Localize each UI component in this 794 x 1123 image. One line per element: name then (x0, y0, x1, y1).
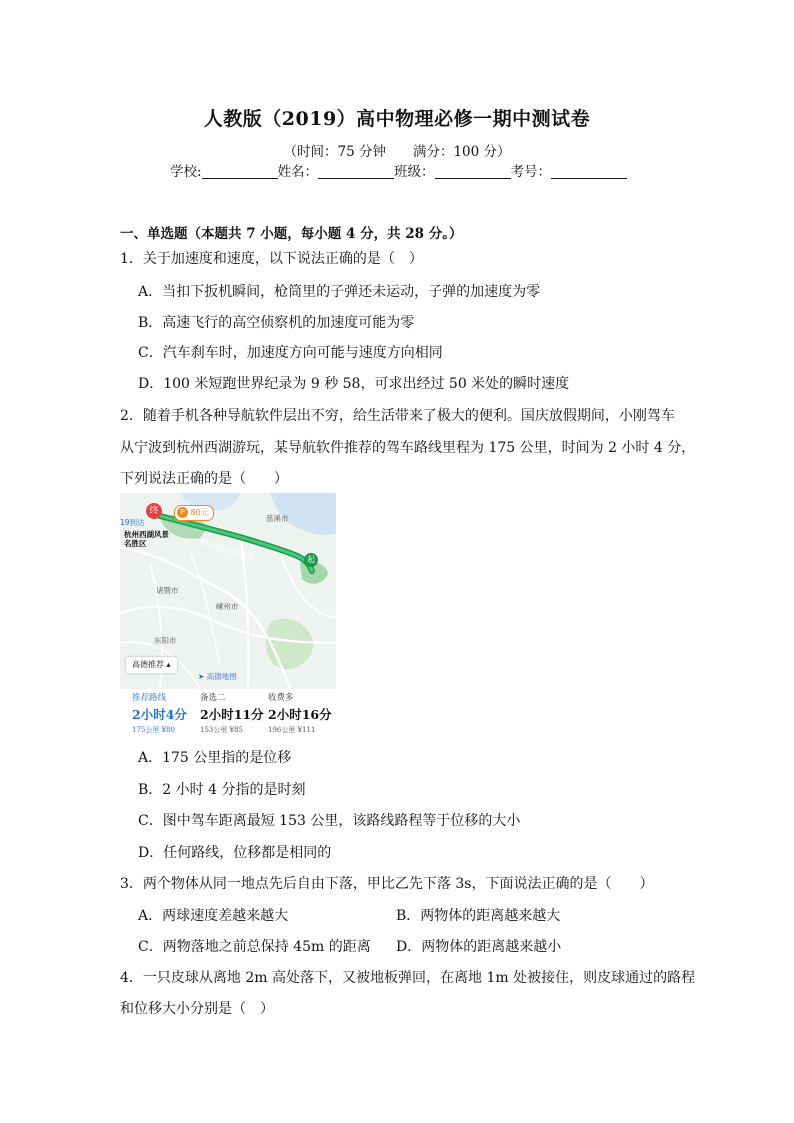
route-option-2-time: 2小时11分 (200, 707, 264, 722)
question-2-stem-line-2: 从宁波到杭州西湖游玩，某导航软件推荐的驾车路线里程为 175 公里，时间为 2 小时 4 分， (120, 440, 696, 456)
question-3-option-a: A．两球速度差越来越大 (138, 908, 289, 924)
class-label: 班级： (394, 164, 435, 180)
arrival-label: 19到达 (120, 518, 145, 527)
question-4-stem-line-1: 4．一只皮球从离地 2m 高处落下，又被地板弹回，在离地 1m 处被接住，则皮球通过的路程 (120, 970, 696, 986)
question-3-option-b: B．两物体的距离越来越大 (396, 908, 561, 924)
route-option-2-name: 备选二 (200, 693, 226, 703)
map-logo-text: 高德地图 (206, 672, 237, 681)
question-2-option-c: C．图中驾车距离最短 153 公里，该路线路程等于位移的大小 (138, 813, 521, 829)
question-2-option-b: B．2 小时 4 分指的是时刻 (138, 782, 306, 798)
navigation-map (120, 493, 336, 689)
route-option-3-name: 收费多 (268, 693, 294, 703)
question-4-stem-line-2: 和位移大小分别是（ ） (120, 1001, 274, 1017)
route-option-1-name: 推荐路线 (132, 693, 167, 703)
route-options-panel (120, 689, 336, 735)
school-blank (202, 164, 278, 179)
number-label: 考号： (510, 164, 552, 180)
question-1-option-a: A．当扣下扳机瞬间，枪筒里的子弹还未运动，子弹的加速度为零 (138, 284, 541, 300)
fee-badge (174, 505, 214, 521)
question-1-option-b: B．高速飞行的高空侦察机的加速度可能为零 (138, 315, 415, 331)
fee-label: 80元 (190, 508, 209, 517)
city-label-cixi: 慈溪市 (266, 514, 289, 523)
question-1-option-c: C．汽车刹车时，加速度方向可能与速度方向相同 (138, 345, 443, 361)
map-logo (198, 671, 237, 682)
city-label-zhuji: 诸暨市 (156, 586, 179, 595)
route-option-3[interactable] (268, 691, 332, 735)
map-logo-icon: ➤ (198, 672, 205, 681)
question-1-stem: 1．关于加速度和速度，以下说法正确的是（ ） (120, 251, 423, 267)
parking-icon: P (177, 507, 188, 518)
recommend-button[interactable]: 高德推荐 ▴ (126, 657, 177, 673)
exam-subtitle: （时间：75 分钟 满分：100 分） (283, 144, 511, 160)
route-option-2-detail: 153公里 ¥85 (200, 726, 243, 734)
question-3-stem: 3．两个物体从同一地点先后自由下落，甲比乙先下落 3s，下面说法正确的是（ ） (120, 876, 654, 892)
question-3-option-c: C．两物落地之前总保持 45m 的距离 (138, 939, 371, 955)
name-label: 姓名： (277, 164, 319, 180)
class-blank (435, 164, 511, 179)
question-1-option-d: D．100 米短跑世界纪录为 9 秒 58，可求出经过 50 米处的瞬时速度 (138, 376, 570, 392)
school-label: 学校: (170, 164, 202, 180)
start-marker: 起 (304, 553, 318, 567)
question-2-option-d: D．任何路线，位移都是相同的 (138, 845, 332, 861)
section-heading: 一、单选题（本题共 7 小题，每小题 4 分，共 28 分。） (120, 226, 463, 242)
question-3-option-d: D．两物体的距离越来越小 (396, 939, 562, 955)
route-option-1-detail: 175公里 ¥80 (132, 726, 175, 734)
route-option-3-detail: 196公里 ¥111 (268, 726, 316, 734)
road-label: 杭州湾环线高速 (199, 537, 256, 563)
exam-title: 人教版（2019）高中物理必修一期中测试卷 (203, 108, 591, 130)
number-blank (551, 164, 627, 179)
route-option-2[interactable] (200, 691, 264, 735)
route-option-1-time: 2小时4分 (132, 707, 187, 722)
destination-label-line-1: 杭州西湖风景 (124, 530, 169, 539)
name-blank (318, 164, 394, 179)
question-2-stem-line-1: 2．随着手机各种导航软件层出不穷，给生活带来了极大的便利。国庆放假期间，小刚驾车 (120, 408, 675, 424)
student-info-line (170, 160, 627, 180)
city-label-shengzhou: 嵊州市 (216, 602, 239, 611)
question-2-option-a: A．175 公里指的是位移 (138, 750, 292, 766)
city-label-dongyang: 东阳市 (154, 636, 177, 645)
destination-label-line-2: 名胜区 (124, 539, 147, 548)
route-option-3-time: 2小时16分 (268, 707, 332, 722)
end-marker: 终 (146, 503, 162, 519)
route-option-1[interactable] (132, 691, 187, 735)
question-2-stem-line-3: 下列说法正确的是（ ） (120, 471, 288, 487)
